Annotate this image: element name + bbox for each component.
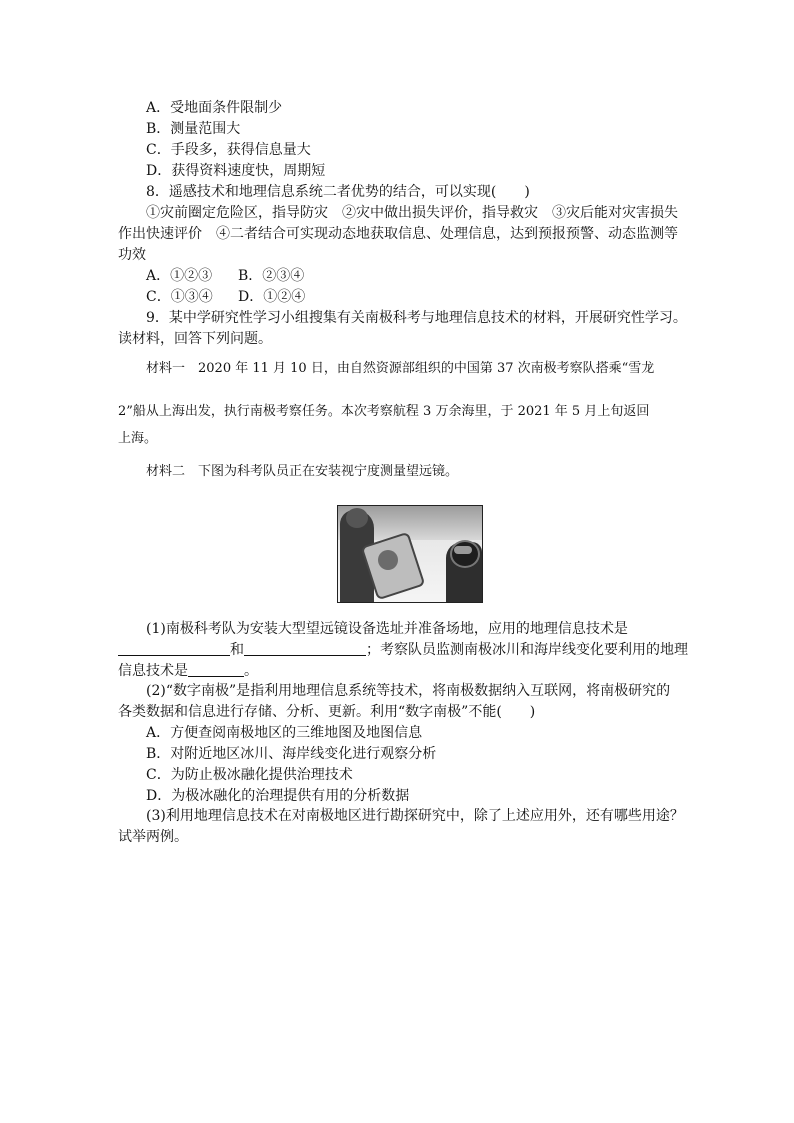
q9-sub1-line3-text: 信息技术是: [118, 663, 188, 679]
q9-sub2-option-a: A．方便查阅南极地区的三维地图及地图信息: [146, 725, 423, 741]
q9-sub2-stem: (2)“数字南极”是指利用地理信息系统等技术，将南极数据纳入互联网，将南极研究的: [146, 683, 671, 699]
material-one: [118, 358, 683, 379]
material-one-line: 2”船从上海出发，执行南极考察任务。本次考察航程 3 万余海里，于 2021 年 5 月上旬返回: [118, 404, 650, 419]
q7-option-c: C．手段多，获得信息量大: [146, 142, 311, 158]
q9-sub2-option-d: D．为极冰融化的治理提供有用的分析数据: [146, 788, 410, 804]
q9-sub1-end: 。: [244, 663, 258, 679]
q8-statement-line: ①灾前圈定危险区，指导防灾 ②灾中做出损失评价，指导救灾 ③灾后能对灾害损失: [146, 205, 678, 221]
q8-stem: 8．遥感技术和地理信息系统二者优势的结合，可以实现( ): [146, 184, 530, 200]
answer-blank-2[interactable]: [244, 641, 366, 656]
photo-goggles: [454, 546, 472, 554]
material-one-line: 上海。: [118, 431, 158, 446]
q9-sub3-line: 试举两例。: [118, 829, 188, 845]
q9-sub1-and: 和: [230, 642, 244, 658]
material-one-cont2: [118, 428, 683, 449]
q9-sub2-option-c: C．为防止极冰融化提供治理技术: [146, 767, 353, 783]
photo-head-left: [346, 508, 368, 528]
q8-option-c: C．①③④: [146, 289, 213, 305]
q9-stem-line: 读材料，回答下列问题。: [118, 331, 272, 347]
q9-sub1: [118, 619, 688, 682]
q9-sub1-line3: [118, 661, 683, 682]
q7-option-a: A．受地面条件限制少: [146, 100, 283, 116]
q8-option-d: D．①②④: [238, 289, 306, 305]
material-one-cont: [118, 401, 683, 422]
q8-option-a: A．①②③: [146, 268, 213, 284]
telescope-installation-photo: [337, 505, 483, 603]
photo-head-right: [450, 540, 480, 568]
q8-options-row: [118, 287, 683, 308]
q8-block: [118, 182, 683, 308]
q7-option-b: B．测量范围大: [146, 121, 241, 137]
q9-sub1-line1: (1)南极科考队为安装大型望远镜设备选址并准备场地，应用的地理信息技术是: [146, 621, 628, 637]
q9-stem: [118, 308, 687, 350]
q9-sub3-line: (3)利用地理信息技术在对南极地区进行勘探研究中，除了上述应用外，还有哪些用途？: [146, 808, 684, 824]
answer-blank-3[interactable]: [188, 662, 244, 677]
q7-option-d: D．获得资料速度快，周期短: [146, 163, 326, 179]
q8-option-b: B．②③④: [238, 268, 305, 284]
q9-sub3: [118, 806, 683, 848]
material-one-line: 材料一 2020 年 11 月 10 日，由自然资源部组织的中国第 37 次南极考察队搭乘“雪龙: [146, 361, 655, 376]
q9-sub2: [118, 681, 683, 807]
material-two: [118, 461, 683, 482]
q7-options: [118, 98, 683, 182]
answer-blank-1[interactable]: [118, 641, 230, 656]
photo-telescope-lens: [378, 550, 398, 570]
q9-sub1-line2: [118, 640, 688, 661]
q9-sub1-line2-tail: ；考察队员监测南极冰川和海岸线变化要利用的地理: [366, 642, 688, 658]
material-two-text: 材料二 下图为科考队员正在安装视宁度测量望远镜。: [146, 464, 459, 479]
q9-stem-line: 9．某中学研究性学习小组搜集有关南极科考与地理信息技术的材料，开展研究性学习。: [146, 310, 687, 326]
q9-sub2-option-b: B．对附近地区冰川、海岸线变化进行观察分析: [146, 746, 437, 762]
q8-statement-line: 功效: [118, 247, 146, 263]
q8-options-row: [118, 266, 683, 287]
q8-statement-line: 作出快速评价 ④二者结合可实现动态地获取信息、处理信息，达到预报预警、动态监测等: [118, 226, 678, 242]
q9-sub2-stem: 各类数据和信息进行存储、分析、更新。利用“数字南极”不能( ): [118, 704, 536, 720]
